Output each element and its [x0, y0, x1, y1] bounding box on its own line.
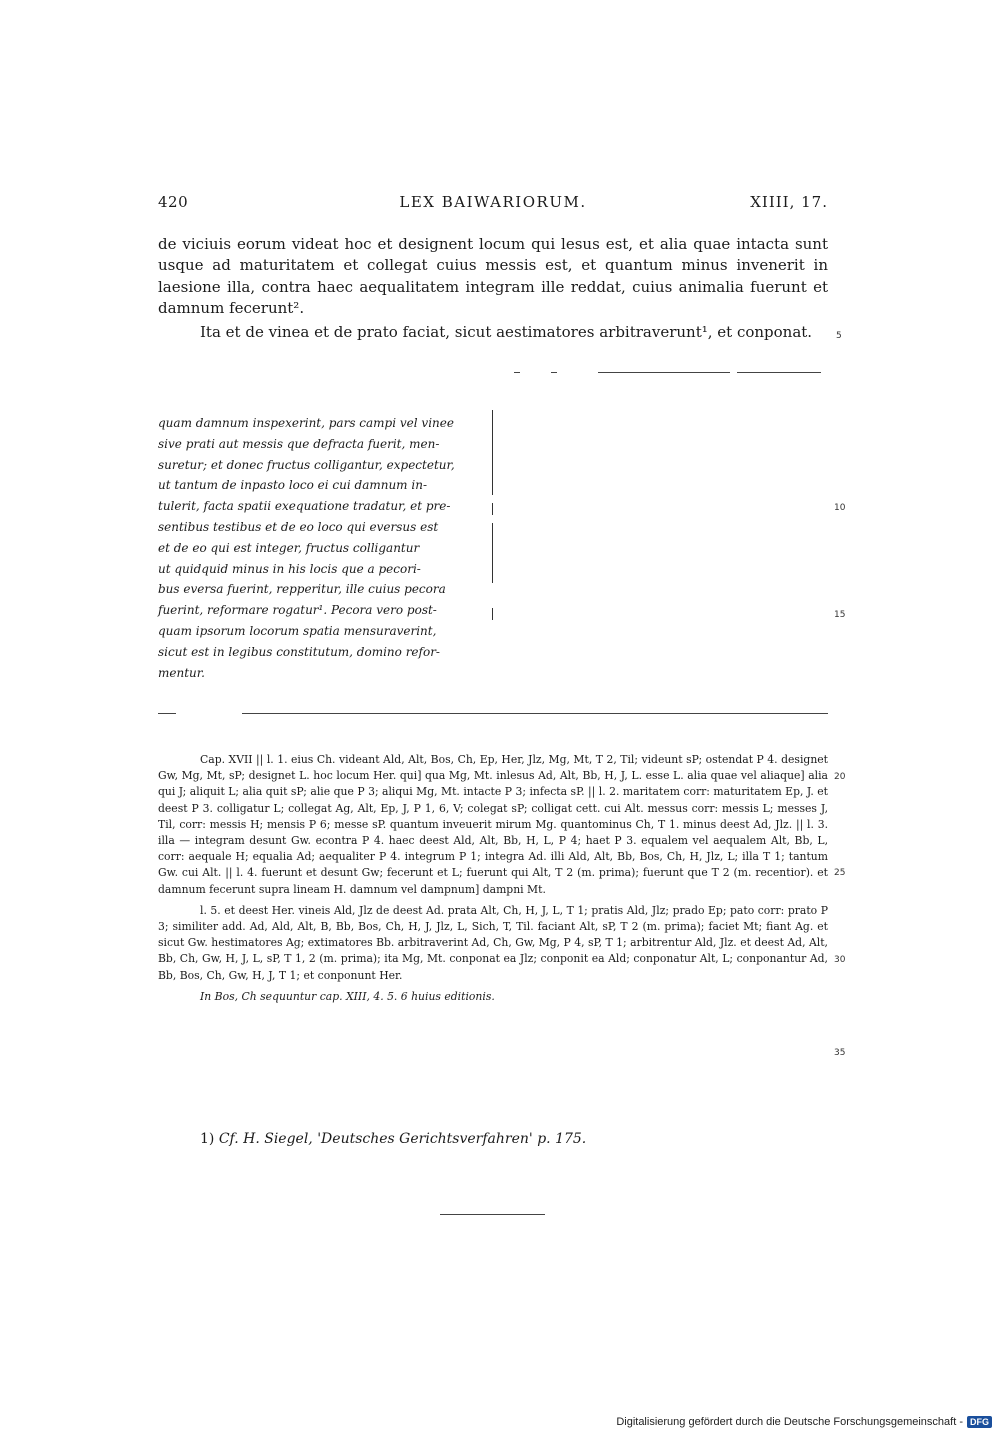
- column-rule: [492, 503, 493, 515]
- main-paragraph-2: Ita et de vinea et de prato faciat, sicut aestimatores arbitraverunt¹, et conponat.: [200, 323, 813, 342]
- footnote: [200, 1131, 586, 1147]
- column-line: et de eo qui est integer, fructus colligantur: [158, 540, 420, 555]
- page-number: 420: [158, 193, 189, 211]
- column-line: bus eversa fuerint, repperitur, ille cuius pecora: [158, 582, 446, 597]
- column-line: sive prati aut messis que defracta fuerit, men-: [158, 436, 440, 451]
- separator-dash: [514, 372, 520, 373]
- column-rule: [492, 523, 493, 583]
- line-number-35: 35: [834, 1048, 846, 1058]
- column-line: fuerint, reformare rogatur¹. Pecora vero post-: [158, 603, 437, 618]
- column-line: sentibus testibus et de eo loco qui eversus est: [158, 519, 439, 534]
- section-rule: [242, 713, 828, 714]
- column-rule: [492, 410, 493, 495]
- footnote-text: Cf. H. Siegel, 'Deutsches Gerichtsverfahren' p. 175.: [218, 1131, 587, 1147]
- line-number-15: 15: [834, 610, 846, 620]
- running-header: [158, 193, 828, 215]
- line-number-10: 10: [834, 503, 846, 513]
- column-line: mentur.: [158, 665, 205, 680]
- column-line: ut tantum de inpasto loco ei cui damnum in-: [158, 478, 427, 493]
- apparatus-paragraph-1: Cap. XVII || l. 1. eius Ch. videant Ald, Alt, Bos, Ch, Ep, Her, Jlz, Mg, Mt, T 2, Til; videunt sP; ostendat P 4. designet Gw, Mg, Mt, sP; designet L. hoc locum Her. qui] qua Mg, Mt. inlesus Ad, Alt, Bb, H, J, L. esse L. alia quae vel aliaque] alia qui J; aliquit L; alia quit sP; alie que P 3; aliqui Mg, Mt. intacte P 3; infecta sP. || l. 2. maritatem corr: maturitatem Ep, J. et deest P 3. colligatur L; collegat Ag, Alt, Ep, J, P 1, 6, V; colegat sP; colligat cett. cui Alt. messus corr: messis L; messes J, Til, corr: messis H; mensis P 6; messe sP. quantum inveuerit mirum Mg. quantominus Ch, T 1. minus deest Ad, Jlz. || l. 3. illa — integram desunt Gw. econtra P 4. haec deest Ald, Alt, Bb, H, L, P 4; haet P 3. equalem vel aequalem Alt, Bb, L, corr: aequale H; equalia Ad; aequaliter P 4. integrum P 1; integra Ad. illi Ald, Alt, Bb, Bos, Ch, H, Jlz, L; illa T 1; tantum Gw. cui Alt. || l. 4. fuerunt et desunt Gw; fecerunt et L; fuerunt qui Alt, T 2 (m. prima); fuerunt que T 2 (m. recentior). et damnum fecerunt supra lineam H. damnum vel dampnum] dampni Mt.: [158, 753, 828, 896]
- column-line: suretur; et donec fructus colligantur, expectetur,: [158, 457, 455, 472]
- page-title: LEX BAIWARIORUM.: [399, 193, 587, 211]
- line-number-5: 5: [836, 331, 842, 341]
- apparatus-paragraph-2: l. 5. et deest Her. vineis Ald, Jlz de deest Ad. prata Alt, Ch, H, J, L, T 1; pratis Ald, Jlz; prado Ep; pato corr: prato P 3; similiter add. Ad, Ald, Alt, B, Bb, Bos, Ch, H, J, Jlz, L, Sich, T, Til. faciant Alt, sP, T 2 (m. prima); faciet Mt; fiant Ag. et sicut Gw. hestimatores Ag; extimatores Bb. arbitraverint Ad, Ch, Gw, Mg, P 4, sP, T 1; arbitrentur Ald, Jlz. et deest Ad, Alt, Bb, Ch, Gw, H, J, L, sP, T 1, 2 (m. prima); ita Mg, Mt. conponat ea Jlz; conponit ea Ald; conponatur Alt, L; conponantur Ad, Bb, Bos, Ch, Gw, H, J, T 1; et conponunt Her.: [158, 903, 828, 982]
- dfg-logo: DFG: [967, 1416, 992, 1428]
- separator-dash: [598, 372, 730, 373]
- line-number-30: 30: [834, 955, 846, 965]
- end-rule: [440, 1214, 545, 1215]
- column-line: tulerit, facta spatii exequatione tradatur, et pre-: [158, 499, 451, 514]
- line-number-20: 20: [834, 772, 846, 782]
- digitization-credit: [616, 1416, 992, 1428]
- section-rule: [158, 713, 176, 714]
- separator-dash: [551, 372, 557, 373]
- parallel-column-text: [158, 413, 486, 683]
- apparatus-paragraph-3: In Bos, Ch sequuntur cap. XIII, 4. 5. 6 huius editionis.: [200, 989, 495, 1003]
- column-line: quam damnum inspexerint, pars campi vel vinee: [158, 416, 454, 430]
- separator-dash: [737, 372, 821, 373]
- column-rule: [492, 608, 493, 620]
- chapter-reference: XIIII, 17.: [750, 193, 828, 211]
- main-text: [158, 234, 828, 343]
- credit-text: Digitalisierung gefördert durch die Deutsche Forschungsgemeinschaft -: [616, 1416, 963, 1428]
- column-line: quam ipsorum locorum spatia mensuraverint,: [158, 623, 437, 638]
- critical-apparatus: [158, 752, 828, 1010]
- main-paragraph-1: de viciuis eorum videat hoc et designent locum qui lesus est, et alia quae intacta sunt usque ad maturitatem et collegat cuius messis est, et quantum minus invenerit in laesione illa, contra haec aequalitatem integram ille reddat, cuius animalia fuerunt et damnum fecerunt².: [158, 235, 828, 317]
- column-line: ut quidquid minus in his locis que a pecori-: [158, 561, 421, 576]
- column-line: sicut est in legibus constitutum, domino refor-: [158, 644, 440, 659]
- footnote-mark: 1): [200, 1131, 215, 1147]
- line-number-25: 25: [834, 868, 846, 878]
